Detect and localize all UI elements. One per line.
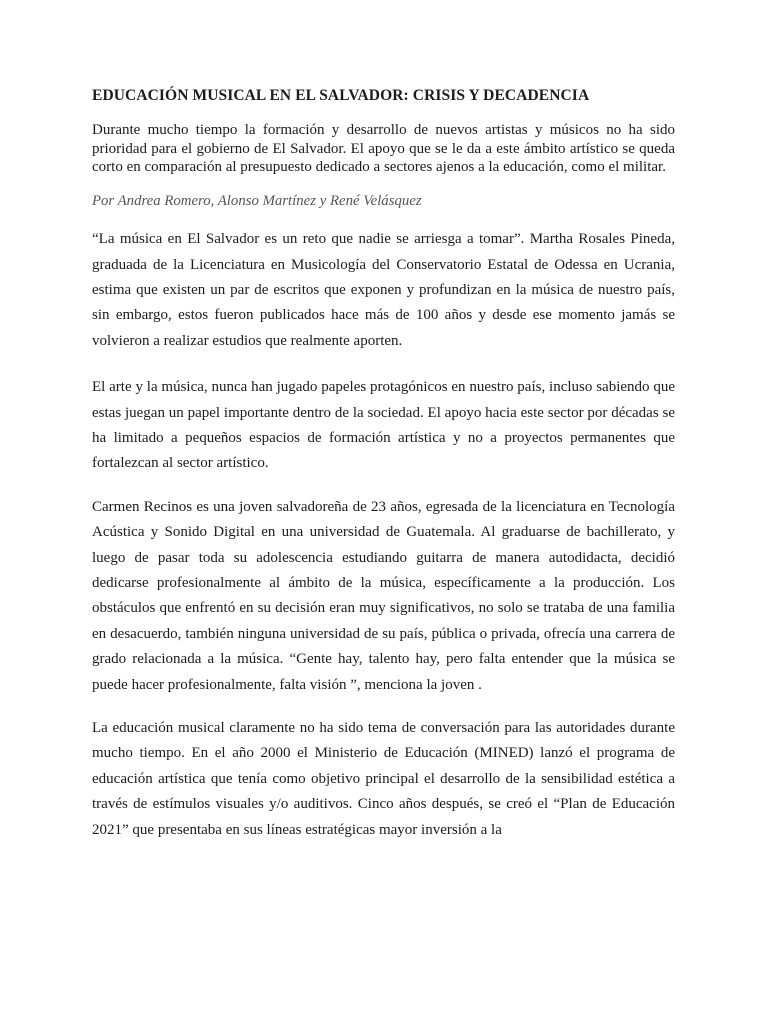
article-paragraph: El arte y la música, nunca han jugado papeles protagónicos en nuestro país, incluso sabiendo que estas juegan un papel importante dentro de la sociedad. El apoyo hacia este sector por décadas se ha limitado a pequeños espacios de formación artística y no a proyectos permanentes que fortalezcan al sector artístico. [92,379,675,472]
article-lede: Durante mucho tiempo la formación y desarrollo de nuevos artistas y músicos no ha sido prioridad para el gobierno de El Salvador. El apoyo que se le da a este ámbito artístico se queda corto en comparación al presupuesto dedicado a sectores ajenos a la educación, como el militar. [92,122,675,176]
article-byline: Por Andrea Romero, Alonso Martínez y René Velásquez [92,193,422,210]
article-title: EDUCACIÓN MUSICAL EN EL SALVADOR: CRISIS Y DECADENCIA [92,87,590,104]
document-page [92,84,675,843]
article-paragraph: “La música en El Salvador es un reto que nadie se arriesga a tomar”. Martha Rosales Pineda, graduada de la Licenciatura en Musicología del Conservatorio Estatal de Odessa en Ucrania, estima que existen un par de escritos que exponen y profundizan en la música de nuestro país, sin embargo, estos fueron publicados hace más de 100 años y desde ese momento jamás se volvieron a realizar estudios que realmente aporten. [92,231,675,349]
article-paragraph: La educación musical claramente no ha sido tema de conversación para las autoridades durante mucho tiempo. En el año 2000 el Ministerio de Educación (MINED) lanzó el programa de educación artística que tenía como objetivo principal el desarrollo de la sensibilidad estética a través de estímulos visuales y/o auditivos. Cinco años después, se creó el “Plan de Educación 2021” que presentaba en sus líneas estratégicas mayor inversión a la [92,720,675,838]
article-paragraph: Carmen Recinos es una joven salvadoreña de 23 años, egresada de la licenciatura en Tecnología Acústica y Sonido Digital en una universidad de Guatemala. Al graduarse de bachillerato, y luego de pasar toda su adolescencia estudiando guitarra de manera autodidacta, decidió dedicarse profesionalmente al ámbito de la música, específicamente a la producción. Los obstáculos que enfrentó en su decisión eran muy significativos, no solo se trataba de una familia en desacuerdo, también ninguna universidad de su país, pública o privada, ofrecía una carrera de grado relacionada a la música. “Gente hay, talento hay, pero falta entender que la música se puede hacer profesionalmente, falta visión ”, menciona la joven . [92,498,675,693]
